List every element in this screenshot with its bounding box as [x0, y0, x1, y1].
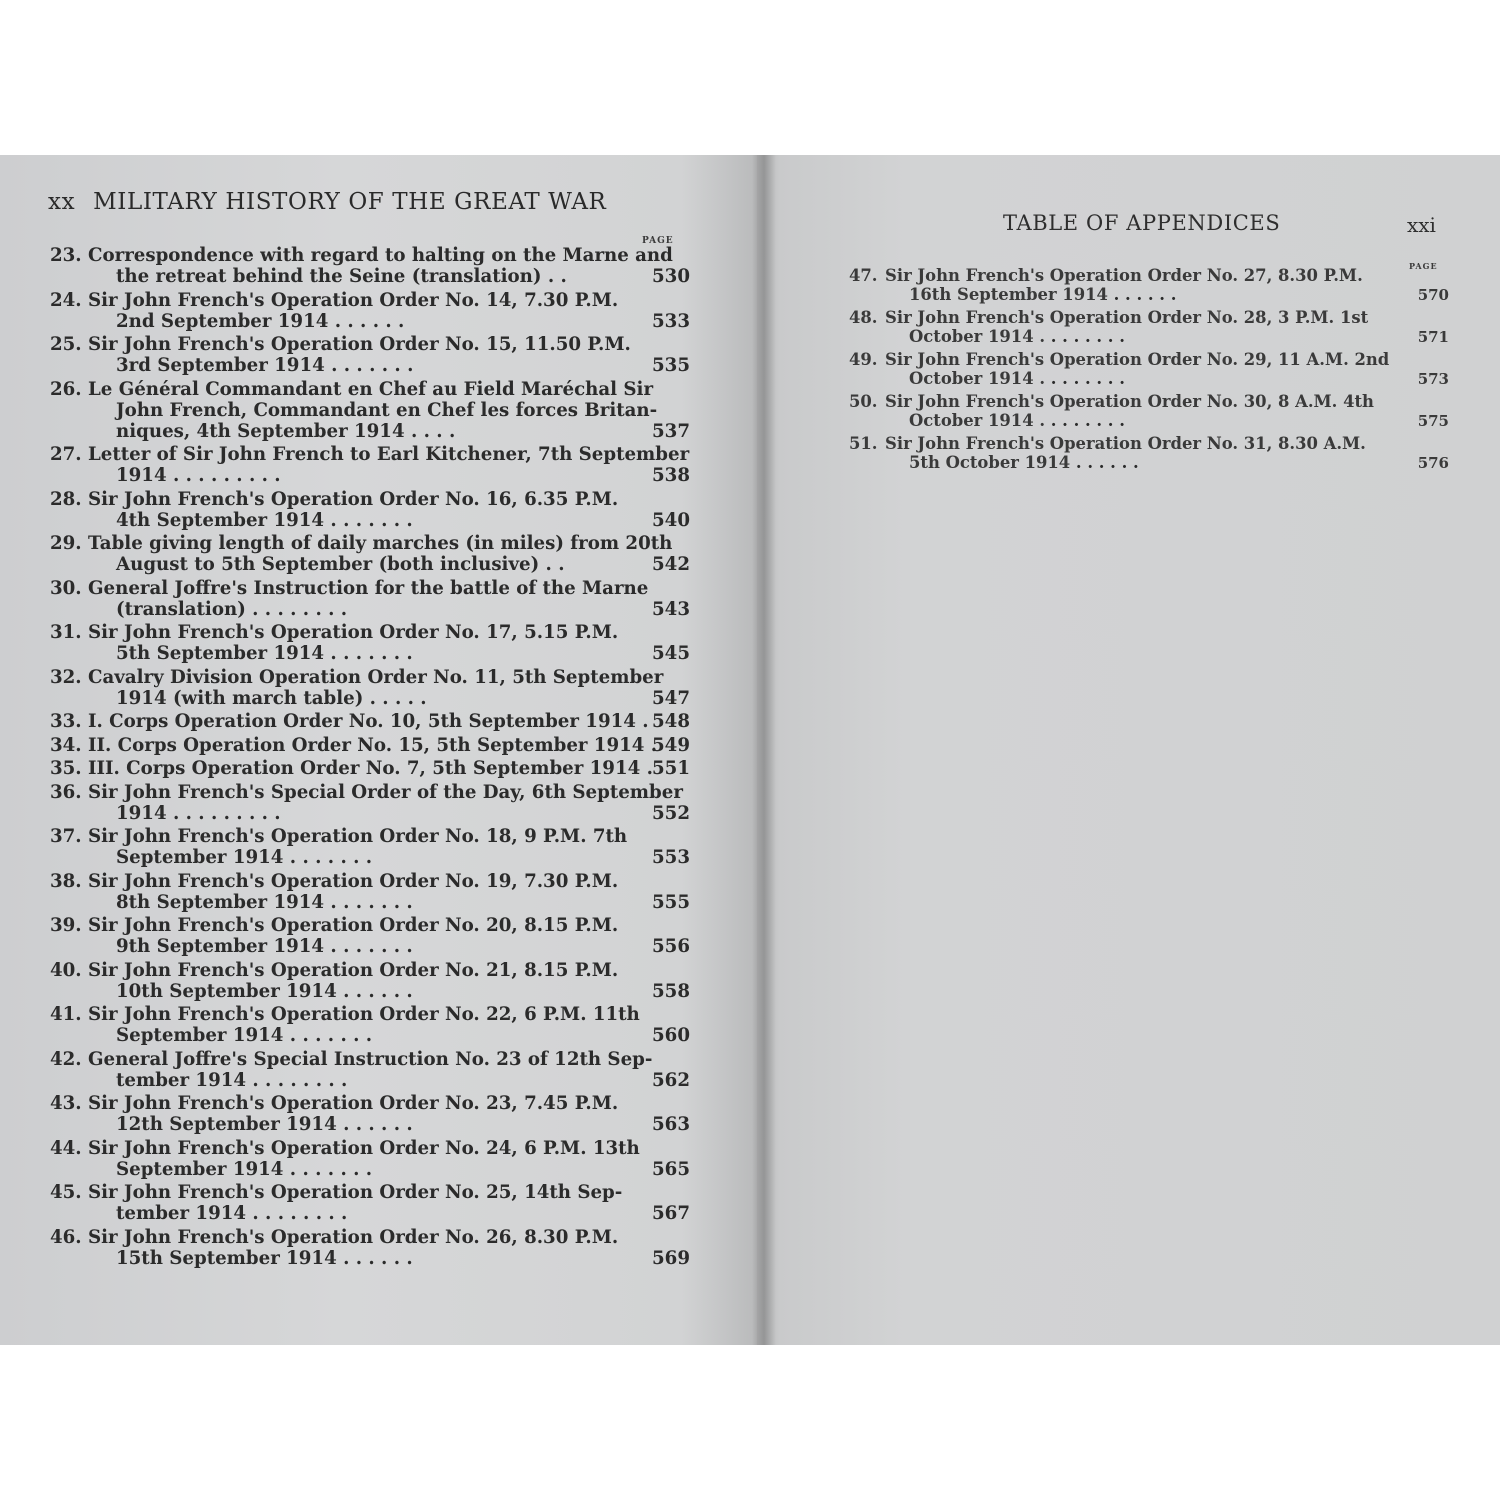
entry-continuation — [50, 465, 690, 486]
entry-continuation — [50, 266, 690, 287]
entry-page-number: 548 — [652, 711, 690, 732]
entry-number: 49. — [849, 350, 878, 369]
appendix-entry — [50, 334, 690, 376]
entry-title-line — [50, 245, 690, 266]
appendix-entry — [50, 444, 690, 486]
entry-title-line — [50, 960, 690, 981]
entry-title-line — [849, 351, 1449, 370]
right-appendix-list — [849, 267, 1449, 477]
leader-dots: . . . . . . — [336, 980, 413, 1002]
leader-dots: . . . . . . . . . — [166, 465, 281, 486]
right-running-head: TABLE OF APPENDICES — [1003, 211, 1281, 235]
entry-title: Sir John French's Operation Order No. 18, 9 P.M. 7th — [88, 826, 628, 847]
leader-dots: . . . . . . . — [1045, 326, 1125, 346]
entry-page-number: 576 — [1417, 453, 1449, 472]
entry-number: 25. — [50, 334, 82, 355]
entry-title-line — [50, 782, 690, 803]
entry-continuation-text: (translation) . — [116, 598, 259, 620]
entry-number: 38. — [50, 870, 82, 892]
entry-continuation — [849, 454, 1449, 473]
appendix-entry — [50, 533, 690, 575]
entry-continuation — [50, 892, 690, 913]
entry-title-line — [50, 758, 653, 779]
entry-page-number: 552 — [652, 802, 690, 824]
leader-dots: . . . . . . . — [283, 1158, 373, 1180]
entry-title-line — [50, 379, 690, 400]
leader-dots: . . . . . . — [336, 1247, 413, 1269]
entry-continuation-text: 9th September 1914 . — [116, 936, 337, 957]
entry-continuation-text: 1914 — [116, 802, 167, 824]
entry-title-line — [849, 267, 1449, 286]
appendix-entry — [50, 1093, 690, 1135]
appendix-entry — [50, 758, 690, 779]
entry-page-number: 565 — [652, 1158, 690, 1180]
appendix-entry — [50, 1004, 690, 1046]
entry-page-number: 569 — [652, 1247, 690, 1269]
entry-page-number: 556 — [652, 936, 690, 957]
entry-continuation-text: 10th September 1914 — [116, 980, 337, 1002]
entry-title: Sir John French's Operation Order No. 27, 8.30 P.M. — [885, 266, 1363, 285]
entry-continuation-text: the retreat behind the Seine (translation) — [116, 266, 542, 287]
entry-page-number: 555 — [652, 891, 690, 913]
left-page — [0, 155, 757, 1345]
appendix-entry — [50, 489, 690, 531]
right-folio: xxi — [1407, 213, 1436, 237]
appendix-entry — [50, 1138, 690, 1180]
entry-title-line — [50, 489, 690, 510]
entry-number: 29. — [50, 533, 82, 554]
entry-title-line — [50, 1138, 690, 1159]
entry-title: Sir John French's Operation Order No. 30, 8 A.M. 4th — [885, 392, 1374, 411]
entry-number: 24. — [50, 289, 82, 311]
entry-continuation-text: John French, Commandant en Chef les forces Britan- — [116, 399, 658, 421]
entry-title: Sir John French's Operation Order No. 31, 8.30 A.M. — [885, 434, 1366, 453]
entry-title: Le Général Commandant en Chef au Field Maréchal Sir — [88, 378, 654, 400]
entry-number: 41. — [50, 1004, 82, 1025]
appendix-entry — [50, 915, 690, 957]
entry-continuation — [50, 936, 690, 957]
entry-continuation-text: 4th September 1914 . — [116, 509, 337, 531]
entry-continuation — [50, 1070, 690, 1091]
entry-continuation-text: August to 5th September (both inclusive) — [116, 554, 540, 575]
entry-page-number: 570 — [1417, 285, 1449, 304]
leader-dots: . . . . . . . — [258, 598, 348, 620]
entry-page-number: 549 — [652, 734, 690, 756]
entry-page-number: 571 — [1417, 327, 1449, 346]
entry-title: General Joffre's Special Instruction No. 23 of 12th Sep- — [88, 1048, 653, 1070]
entry-continuation-text: tember 1914 . — [116, 1203, 259, 1224]
entry-title: Sir John French's Operation Order No. 17, 5.15 P.M. — [88, 622, 619, 643]
appendix-entry — [50, 379, 690, 442]
entry-page-number: 560 — [652, 1025, 690, 1046]
entry-continuation — [50, 981, 690, 1002]
entry-title-line — [50, 871, 690, 892]
leader-dots: . . . . . . . — [258, 1069, 348, 1091]
leader-dots: . . . . . . — [336, 1114, 413, 1135]
entry-continuation-text: 3rd September 1914 . — [116, 355, 338, 376]
entry-number: 42. — [50, 1048, 82, 1070]
appendix-entry — [849, 393, 1449, 430]
appendix-entry — [50, 871, 690, 913]
entry-page-number: 543 — [652, 598, 690, 620]
entry-number: 33. — [50, 711, 82, 732]
appendix-entry — [50, 782, 690, 824]
entry-title: Correspondence with regard to halting on the Marne and — [88, 245, 673, 266]
leader-dots: . . . . . . — [336, 891, 413, 913]
entry-title-line — [50, 578, 690, 599]
appendix-entry — [849, 267, 1449, 304]
entry-continuation — [50, 510, 690, 531]
entry-title: Table giving length of daily marches (in miles) from 20th — [88, 533, 673, 554]
entry-title: Letter of Sir John French to Earl Kitchener, 7th September — [88, 444, 690, 465]
left-title: MILITARY HISTORY OF THE GREAT WAR — [93, 189, 607, 215]
entry-page-number: 545 — [652, 643, 690, 664]
entry-title: Sir John French's Operation Order No. 23, 7.45 P.M. — [88, 1093, 619, 1114]
entry-page-number: 558 — [652, 980, 690, 1002]
entry-page-number: 563 — [652, 1114, 690, 1135]
entry-page-number: 540 — [652, 509, 690, 531]
leader-dots: . . . . . . — [328, 310, 405, 332]
appendix-entry — [50, 711, 690, 732]
entry-title-line — [50, 533, 690, 554]
entry-title: Sir John French's Operation Order No. 16, 6.35 P.M. — [88, 488, 619, 510]
entry-page-number: 535 — [652, 355, 690, 376]
entry-continuation — [50, 1203, 690, 1224]
leader-dots: . . . . . . . — [1045, 410, 1125, 430]
entry-continuation — [849, 370, 1449, 389]
entry-title: General Joffre's Instruction for the battle of the Marne — [88, 577, 649, 599]
entry-title-line — [50, 1049, 690, 1070]
appendix-entry — [50, 826, 690, 868]
entry-page-number: 551 — [652, 758, 690, 779]
entry-number: 47. — [849, 266, 878, 285]
entry-continuation — [50, 311, 690, 332]
appendix-entry — [50, 960, 690, 1002]
entry-page-number: 533 — [652, 310, 690, 332]
appendix-entry — [50, 1049, 690, 1091]
entry-title: I. Corps Operation Order No. 10, 5th September 1914 . — [88, 711, 649, 732]
left-appendix-list — [50, 245, 690, 1271]
entry-continuation — [50, 803, 690, 824]
entry-title-line — [849, 309, 1449, 328]
entry-continuation-text: September 1914 — [116, 1158, 284, 1180]
entry-continuation — [50, 421, 690, 442]
leader-dots: . . . . . . . — [258, 1203, 348, 1224]
leader-dots: . . . . . . — [336, 509, 413, 531]
entry-page-number: 537 — [652, 420, 690, 442]
entry-title-line — [50, 667, 690, 688]
entry-title-line — [50, 1093, 690, 1114]
entry-title: Sir John French's Operation Order No. 15, 11.50 P.M. — [88, 334, 631, 355]
entry-page-number: 538 — [652, 465, 690, 486]
book-gutter — [752, 155, 776, 1345]
leader-dots: . . . . . . . . . — [166, 802, 281, 824]
entry-continuation-text: 2nd September 1914 — [116, 310, 329, 332]
entry-number: 31. — [50, 622, 82, 643]
entry-title-line — [50, 826, 690, 847]
entry-continuation — [849, 286, 1449, 305]
entry-page-number: 573 — [1417, 369, 1449, 388]
entry-title: Cavalry Division Operation Order No. 11, 5th September — [88, 666, 664, 688]
entry-number: 39. — [50, 915, 82, 936]
entry-title-line — [849, 435, 1449, 454]
entry-title: Sir John French's Operation Order No. 14, 7.30 P.M. — [88, 289, 619, 311]
entry-continuation — [50, 599, 690, 620]
entry-continuation — [849, 328, 1449, 347]
entry-continuation-text: October 1914 . — [909, 368, 1046, 388]
entry-continuation — [50, 847, 690, 868]
entry-number: 40. — [50, 959, 82, 981]
entry-title: Sir John French's Special Order of the Day, 6th September — [88, 781, 683, 803]
entry-continuation — [50, 355, 690, 376]
entry-number: 27. — [50, 444, 82, 465]
entry-continuation-text: October 1914 . — [909, 410, 1046, 430]
entry-continuation-text: 15th September 1914 — [116, 1247, 337, 1269]
appendix-entry — [50, 290, 690, 332]
entry-number: 48. — [849, 308, 878, 327]
entry-number: 28. — [50, 488, 82, 510]
appendix-entry — [50, 667, 690, 709]
leader-dots: . . . . — [404, 420, 456, 442]
leader-dots: . . . . . . . — [283, 847, 373, 868]
leader-dots: . . . . . . — [1070, 452, 1139, 472]
entry-title: Sir John French's Operation Order No. 20, 8.15 P.M. — [88, 915, 619, 936]
entry-continuation-text: niques, 4th September 1914 — [116, 420, 405, 442]
entry-title-line — [50, 915, 690, 936]
appendix-entry — [50, 578, 690, 620]
right-page-column-label: PAGE — [1409, 261, 1438, 271]
entry-page-number: 530 — [652, 266, 690, 287]
entry-number: 32. — [50, 666, 82, 688]
leader-dots: . . . . . . — [1107, 284, 1177, 304]
entry-title: II. Corps Operation Order No. 15, 5th September 1914 . — [88, 734, 658, 756]
leader-dots: . . . . . . — [337, 355, 414, 376]
entry-title-line — [50, 1182, 690, 1203]
entry-page-number: 542 — [652, 554, 690, 575]
entry-number: 44. — [50, 1137, 82, 1159]
entry-title: Sir John French's Operation Order No. 19, 7.30 P.M. — [88, 870, 619, 892]
entry-title: Sir John French's Operation Order No. 29, 11 A.M. 2nd — [885, 350, 1390, 369]
entry-number: 34. — [50, 734, 82, 756]
appendix-entry — [50, 1182, 690, 1224]
entry-continuation-text: 5th September 1914 . — [116, 643, 337, 664]
entry-number: 51. — [849, 434, 878, 453]
entry-continuation-text: September 1914 — [116, 847, 284, 868]
entry-title-line — [50, 711, 649, 732]
entry-continuation — [50, 400, 690, 421]
leader-dots: . . — [541, 266, 567, 287]
leader-dots: . . . . . . — [336, 936, 413, 957]
entry-continuation-text: October 1914 . — [909, 326, 1046, 346]
book-spread — [0, 155, 1500, 1345]
appendix-entry — [50, 1227, 690, 1269]
entry-title-line — [50, 1227, 690, 1248]
appendix-entry — [849, 351, 1449, 388]
entry-title-line — [50, 334, 690, 355]
entry-page-number: 547 — [652, 687, 690, 709]
appendix-entry — [849, 435, 1449, 472]
entry-continuation-text: 16th September 1914 — [909, 284, 1108, 304]
leader-dots: . . . . . . . — [1045, 368, 1125, 388]
appendix-entry — [50, 245, 690, 287]
entry-page-number: 553 — [652, 847, 690, 868]
entry-title: Sir John French's Operation Order No. 21, 8.15 P.M. — [88, 959, 619, 981]
leader-dots: . . . . . — [363, 687, 427, 709]
entry-continuation — [50, 1025, 690, 1046]
entry-continuation-text: 12th September 1914 — [116, 1114, 337, 1135]
entry-number: 50. — [849, 392, 878, 411]
entry-title: Sir John French's Operation Order No. 24, 6 P.M. 13th — [88, 1137, 640, 1159]
entry-continuation-text: September 1914 — [116, 1025, 284, 1046]
left-running-head — [48, 189, 606, 215]
entry-continuation — [50, 688, 690, 709]
entry-number: 26. — [50, 378, 82, 400]
appendix-entry — [849, 309, 1449, 346]
entry-number: 35. — [50, 758, 82, 779]
leader-dots: . . — [539, 554, 565, 575]
entry-title-line — [50, 734, 658, 756]
entry-number: 43. — [50, 1093, 82, 1114]
entry-number: 23. — [50, 245, 82, 266]
entry-number: 37. — [50, 826, 82, 847]
entry-continuation-text: 1914 — [116, 465, 167, 486]
leader-dots: . . . . . . . — [283, 1025, 373, 1046]
entry-continuation-text: 8th September 1914 . — [116, 891, 337, 913]
entry-number: 46. — [50, 1226, 82, 1248]
entry-title-line — [849, 393, 1449, 412]
entry-title: III. Corps Operation Order No. 7, 5th September 1914 . — [88, 758, 653, 779]
entry-title: Sir John French's Operation Order No. 26, 8.30 P.M. — [88, 1226, 619, 1248]
leader-dots: . . . . . . — [336, 643, 413, 664]
appendix-entry — [50, 622, 690, 664]
entry-title-line — [50, 1004, 690, 1025]
entry-continuation — [50, 554, 690, 575]
entry-page-number: 575 — [1417, 411, 1449, 430]
entry-number: 45. — [50, 1182, 82, 1203]
entry-continuation — [50, 1248, 690, 1269]
entry-continuation — [50, 1114, 690, 1135]
entry-continuation-text: 1914 (with march table) — [116, 687, 364, 709]
entry-continuation-text: 5th October 1914 — [909, 452, 1071, 472]
entry-number: 36. — [50, 781, 82, 803]
entry-title: Sir John French's Operation Order No. 25, 14th Sep- — [88, 1182, 623, 1203]
entry-title: Sir John French's Operation Order No. 22, 6 P.M. 11th — [88, 1004, 640, 1025]
entry-continuation — [849, 412, 1449, 431]
left-page-column-label: PAGE — [642, 236, 674, 246]
entry-continuation — [50, 643, 690, 664]
appendix-entry — [50, 735, 690, 756]
entry-title-line — [50, 444, 690, 465]
entry-page-number: 567 — [652, 1203, 690, 1224]
entry-number: 30. — [50, 577, 82, 599]
left-folio: xx — [48, 189, 76, 215]
entry-title-line — [50, 290, 690, 311]
entry-title: Sir John French's Operation Order No. 28, 3 P.M. 1st — [885, 308, 1369, 327]
right-page — [757, 155, 1500, 1345]
entry-continuation-text: tember 1914 . — [116, 1069, 259, 1091]
entry-title-line — [50, 622, 690, 643]
entry-page-number: 562 — [652, 1069, 690, 1091]
entry-continuation — [50, 1159, 690, 1180]
